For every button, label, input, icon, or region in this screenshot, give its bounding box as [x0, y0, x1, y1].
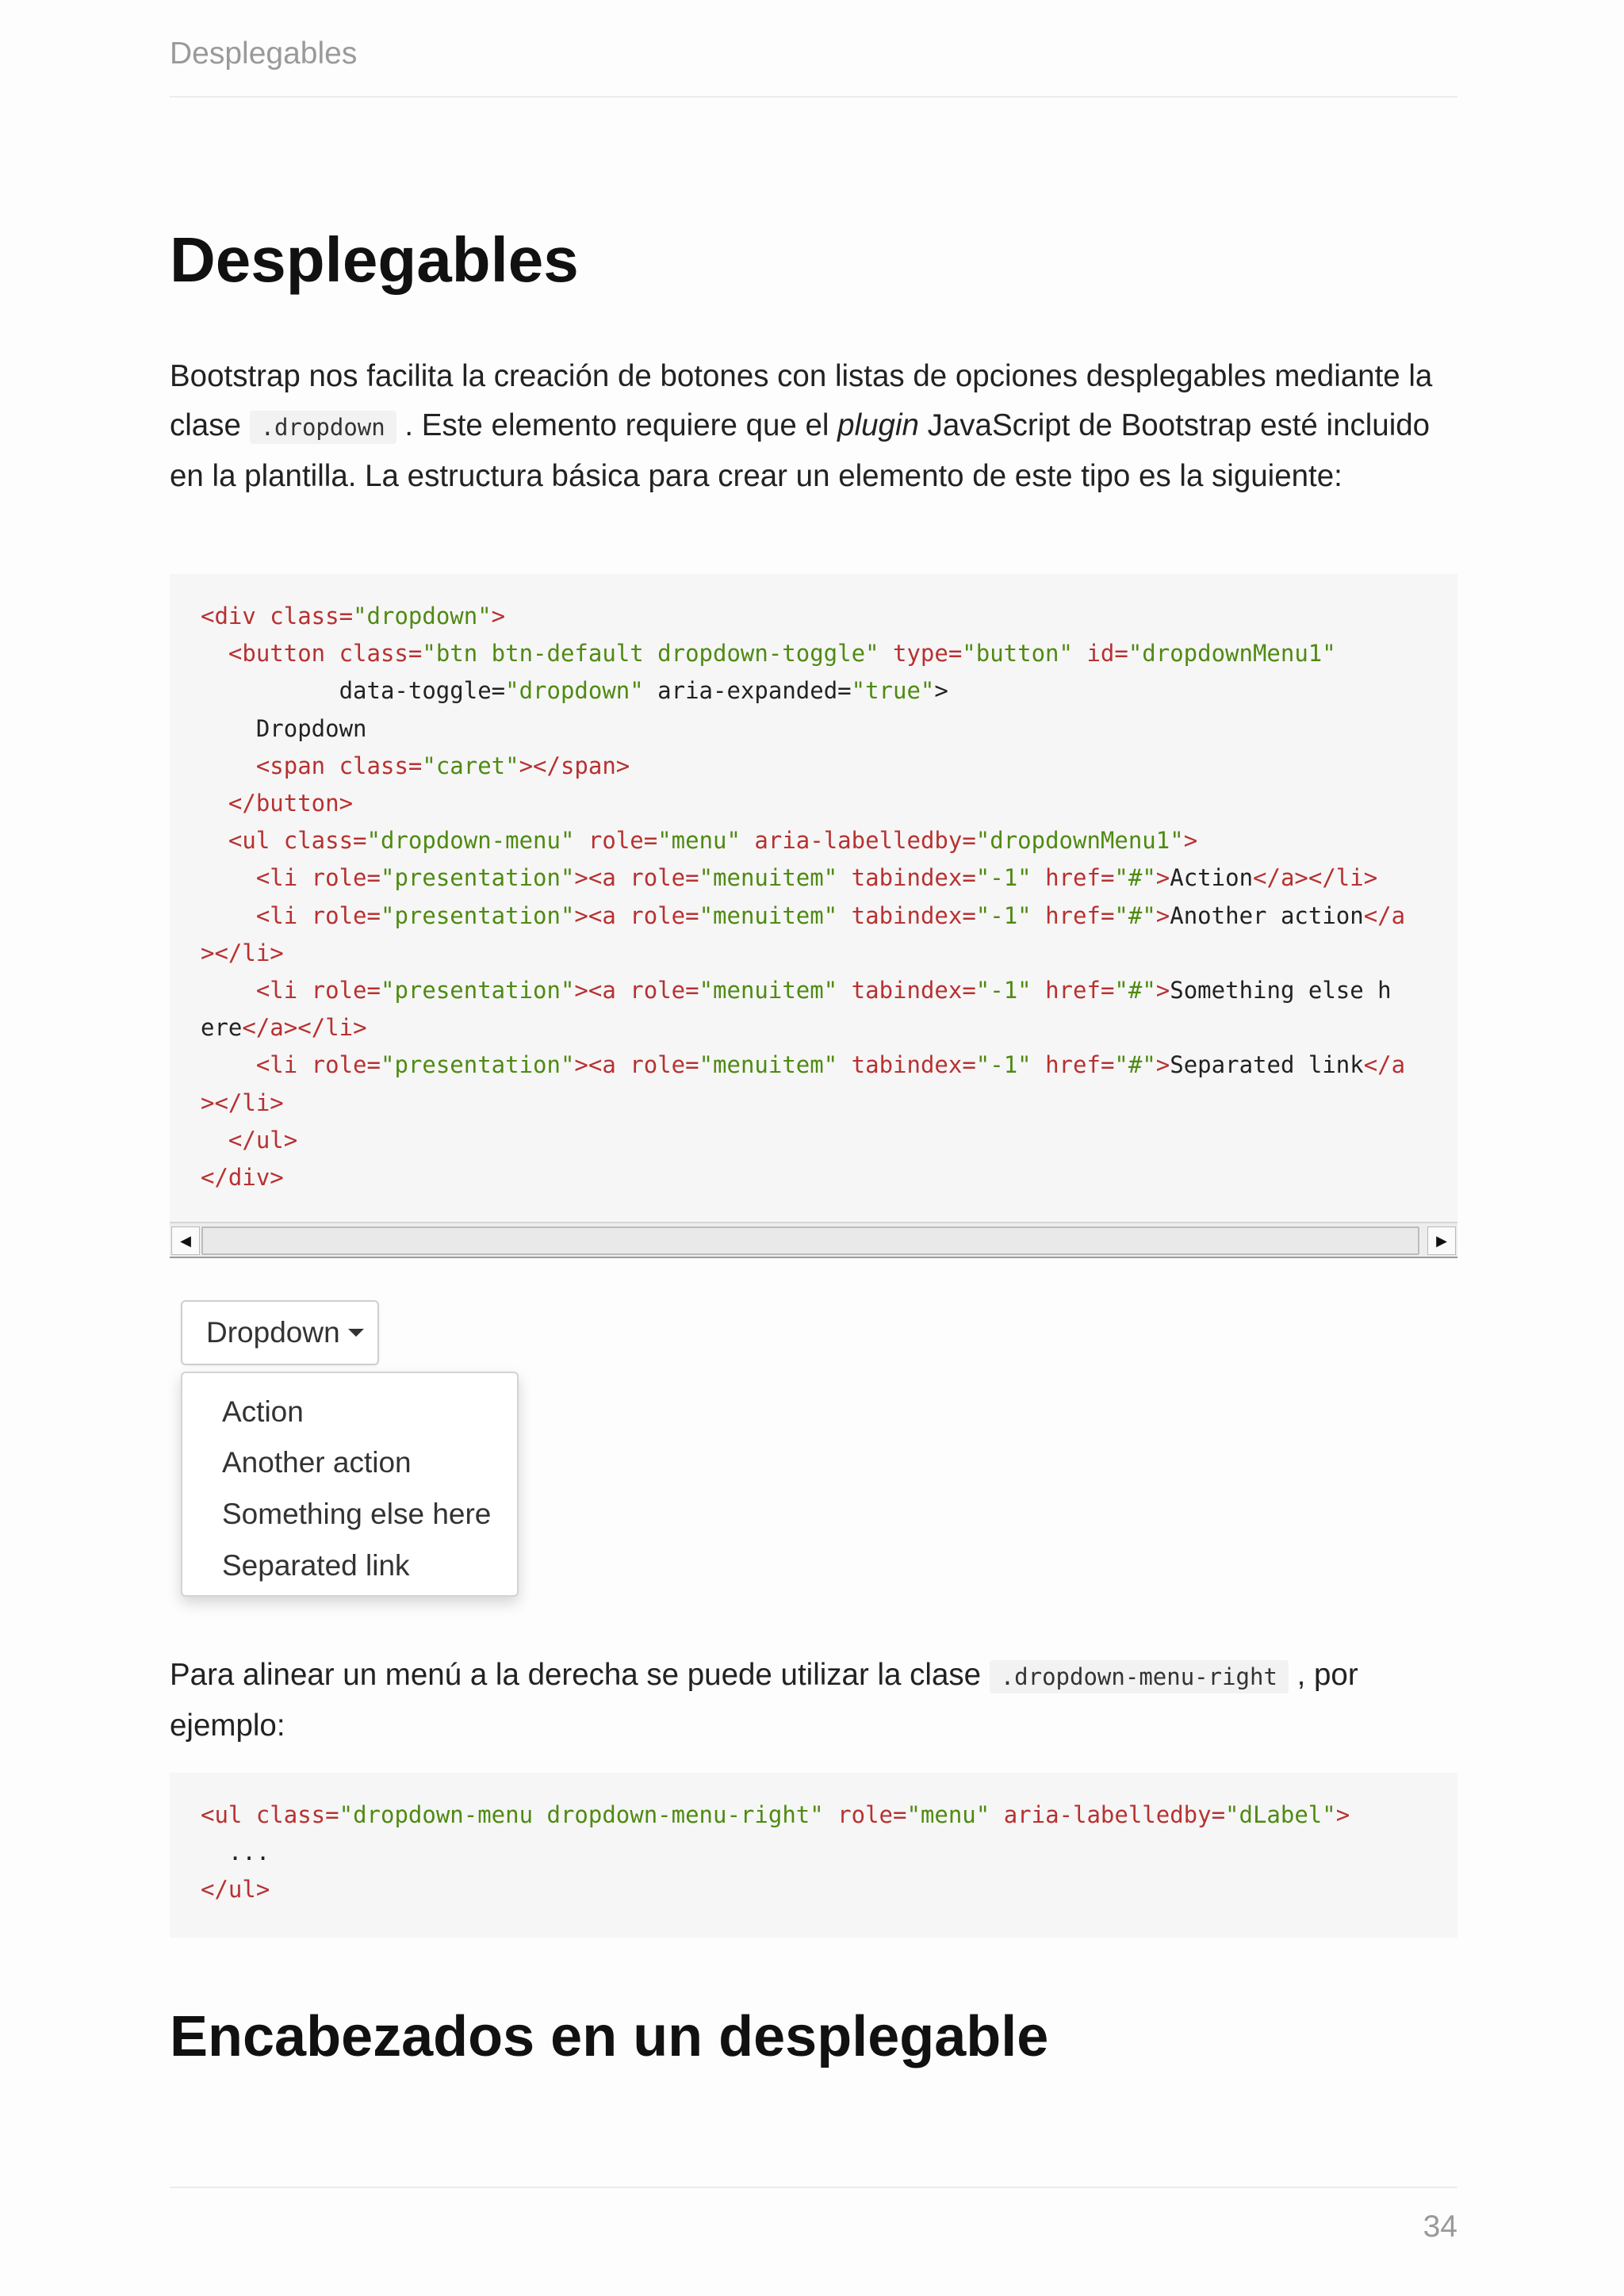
inline-code-dropdown-menu-right: .dropdown-menu-right — [990, 1660, 1289, 1693]
code-line: </ul> — [201, 1876, 270, 1904]
align-text-a: Para alinear un menú a la derecha se puede utilizar la clase — [170, 1658, 990, 1692]
caret-down-icon — [348, 1329, 364, 1337]
intro-emphasis: plugin — [837, 408, 919, 442]
code-line: <li role="presentation"><a role="menuitem" tabindex="-1" href="#">Separated link</a — [255, 1051, 1406, 1079]
code-line: <ul class="dropdown-menu dropdown-menu-right" role="menu" aria-labelledby="dLabel"> — [201, 1801, 1350, 1828]
align-text-b: , por ejemplo: — [170, 1658, 1358, 1743]
code-line: <li role="presentation"><a role="menuitem" tabindex="-1" href="#">Action</a></li> — [255, 864, 1378, 892]
code-line: ></li> — [201, 939, 284, 966]
code-block-dropdown-structure — [170, 574, 1457, 1256]
code-block-dropdown-right — [170, 1773, 1457, 1938]
code-line: ... — [201, 1839, 270, 1866]
code-line: ></li> — [201, 1089, 284, 1116]
section-title: Desplegables — [170, 224, 579, 295]
inline-code-dropdown: .dropdown — [250, 411, 396, 444]
code-line: </div> — [201, 1164, 284, 1192]
intro-text-a: Bootstrap nos facilita la creación de botones con listas de opciones desplegables mediante la clase — [170, 359, 1433, 442]
intro-text-c: JavaScript de Bootstrap esté incluido en la plantilla. La estructura básica para crear un elemento de este tipo es la siguiente: — [170, 408, 1431, 493]
subsection-title: Encabezados en un desplegable — [170, 2005, 1049, 2068]
code-line: <li role="presentation"><a role="menuitem" tabindex="-1" href="#">Another action</a — [255, 901, 1406, 929]
align-right-paragraph — [170, 1651, 1457, 1751]
code-line: <button class="btn btn-default dropdown-toggle" type="button" id="dropdownMenu1" — [228, 640, 1336, 668]
code-line: <span class="caret"></span> — [255, 752, 630, 779]
dropdown-toggle-button[interactable] — [181, 1300, 379, 1365]
running-header: Desplegables — [170, 36, 358, 71]
dropdown-menu — [181, 1372, 519, 1597]
dropdown-button-label: Dropdown — [206, 1316, 340, 1349]
code-line: data-toggle="dropdown" aria-expanded="true"> — [201, 677, 948, 705]
header-divider — [170, 96, 1457, 98]
code-line: </ul> — [228, 1126, 298, 1154]
code-line: <div class="dropdown"> — [201, 603, 506, 629]
scrollbar-thumb[interactable] — [201, 1226, 1419, 1255]
right-arrow-icon[interactable]: ▶ — [1427, 1226, 1456, 1255]
horizontal-scrollbar[interactable] — [170, 1222, 1457, 1258]
code-line: </button> — [228, 790, 354, 817]
dropdown-menu-item[interactable]: Separated link — [222, 1549, 410, 1582]
dropdown-menu-item[interactable]: Action — [222, 1395, 304, 1428]
code-line: <li role="presentation"><a role="menuitem" tabindex="-1" href="#">Something else h — [255, 977, 1392, 1004]
code-line: <ul class="dropdown-menu" role="menu" aria-labelledby="dropdownMenu1"> — [228, 827, 1198, 855]
dropdown-menu-item[interactable]: Another action — [222, 1446, 412, 1479]
code-listing — [201, 598, 1405, 1196]
code-line: Dropdown — [201, 714, 367, 742]
intro-paragraph — [170, 352, 1457, 501]
left-arrow-icon[interactable]: ◀ — [171, 1226, 200, 1255]
code-line: ere</a></li> — [201, 1014, 367, 1042]
footer-divider — [170, 2187, 1457, 2188]
page-number: 34 — [1423, 2210, 1457, 2244]
dropdown-menu-item[interactable]: Something else here — [222, 1498, 492, 1530]
intro-text-b: . Este elemento requiere que el — [396, 408, 838, 442]
code-listing — [201, 1797, 1350, 1909]
